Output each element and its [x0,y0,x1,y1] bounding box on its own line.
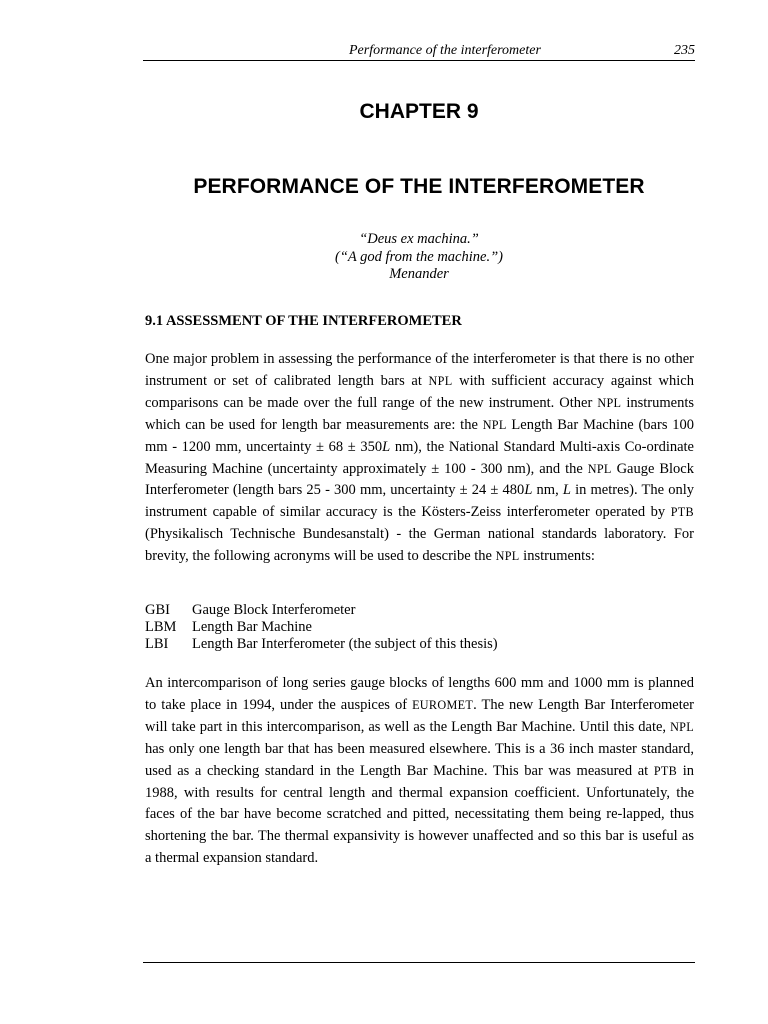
paragraph-1-text: One major problem in assessing the performance of the interferometer is that there is no other instrument or set of calibrated length bars at [145,351,694,389]
acronym-npl: NPL [495,549,520,564]
footer-rule [143,962,695,963]
paragraph-2-text: . The new Length Bar Interferometer will take part in this intercomparison, as well as the Length Bar Machine. Until this date, [145,696,694,735]
paragraph-1-text: Length Bar Machine (bars 100 mm - 1200 mm, uncertainty ± 68 ± 350 [145,416,694,455]
acronym-npl: NPL [597,395,622,410]
acronym-key: GBI [145,602,170,618]
paragraph-1-text: (Physikalisch Technische Bundesanstalt) - the German national standards laboratory. For brevity, the following acronyms will be used to describe the [145,526,694,565]
acronym-value: Length Bar Interferometer (the subject of this thesis) [192,636,498,652]
length-variable: L [524,482,533,499]
running-head-title: Performance of the interferometer [349,43,541,58]
epigraph-translation: (“A god from the machine.”) [335,248,503,265]
paragraph-1-text: nm), the National Standard Multi-axis Co-ordinate Measuring Machine (uncertainty approximately ± 100 - 300 nm), and the [145,438,694,477]
paragraph-1 [145,349,694,568]
length-variable: L [382,438,391,455]
acronym-value: Gauge Block Interferometer [192,602,356,618]
paragraph-2-text: has only one length bar that has been measured elsewhere. This is a 36 inch master standard, used as a checking standard in the Length Bar Machine. This bar was measured at [145,740,694,779]
acronym-list [145,602,498,653]
paragraph-1-text: instruments which can be used for length bar measurements are: the [145,394,694,433]
paragraph-2 [145,673,694,870]
acronym-euromet: EUROMET [412,697,474,712]
acronym-key: LBM [145,619,177,635]
acronym-ptb: PTB [670,505,694,520]
paragraph-2-text: in 1988, with results for central length and thermal expansion coefficient. Unfortunately, the faces of the bar have become scratched and pitted, necessitating them being re-lapped, thus shortening the bar. The thermal expansivity is however unaffected and so this bar is useful as a thermal expansion standard. [145,762,694,867]
page-number: 235 [674,43,695,58]
chapter-title: PERFORMANCE OF THE INTERFEROMETER [193,175,645,198]
acronym-row [145,636,498,653]
acronym-key: LBI [145,636,169,652]
epigraph [143,231,695,284]
length-variable: L [562,482,571,499]
epigraph-quote: “Deus ex machina.” [359,231,479,247]
epigraph-attribution: Menander [389,266,449,282]
acronym-npl: NPL [428,373,453,388]
paragraph-1-text: Gauge Block Interferometer (length bars 25 - 300 mm, uncertainty ± 24 ± 480 [145,460,694,499]
acronym-value: Length Bar Machine [192,619,312,635]
section-heading: 9.1 ASSESSMENT OF THE INTERFEROMETER [145,313,462,329]
paragraph-1-text: nm, [532,482,563,499]
paragraph-2-text: An intercomparison of long series gauge blocks of lengths 600 mm and 1000 mm is planned to take place in 1994, under the auspices of [145,675,694,713]
chapter-label: CHAPTER 9 [359,100,479,123]
paragraph-1-text: with sufficient accuracy against which comparisons can be made over the full range of the new instrument. Other [145,372,694,411]
acronym-npl: NPL [482,417,507,432]
acronym-ptb: PTB [653,763,678,778]
acronym-row [145,602,498,619]
running-head [143,42,695,61]
paragraph-1-text: instruments: [519,548,595,565]
paragraph-1-text: in metres). The only instrument capable of similar accuracy is the Kösters-Zeiss interferometer operated by [145,482,694,521]
acronym-npl: NPL [587,461,612,476]
acronym-row [145,619,498,636]
acronym-npl: NPL [670,719,694,734]
